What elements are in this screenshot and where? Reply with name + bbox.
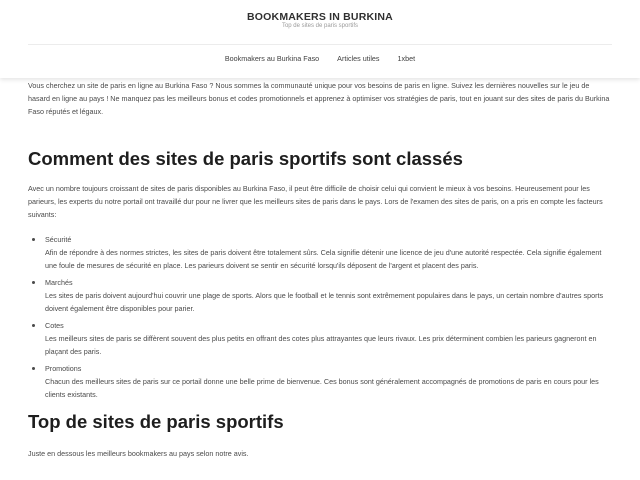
list-item (45, 362, 612, 401)
nav-item-bookmakers[interactable]: Bookmakers au Burkina Faso (224, 54, 320, 63)
factors-list (28, 233, 612, 401)
ranking-paragraph: Avec un nombre toujours croissant de sites de paris disponibles au Burkina Faso, il peut être difficile de choisir celui qui convient le mieux à vos besoins. Heureusement pour les parieurs, les experts du notre portail ont travaillé dur pour ne livrer que les meilleurs sites de paris dans le pays. Lors de l'examen des sites de paris, on a pris en compte les facteurs suivants: (28, 184, 603, 219)
top-sites-paragraph: Juste en dessous les meilleurs bookmakers au pays selon notre avis. (28, 449, 249, 458)
site-tagline: Top de sites de paris sportifs (281, 23, 359, 29)
list-item (45, 233, 612, 272)
intro-paragraph: Vous cherchez un site de paris en ligne au Burkina Faso ? Nous sommes la communauté unique pour vos besoins de paris en ligne. Suivez les dernières nouvelles sur le jeu de hasard en ligne au pays ! Ne manquez pas les meilleurs bonus et codes promotionnels et apprenez à optimiser vos stratégies de paris, tout en jouant sur des sites de paris du Burkina Faso réputés et légaux. (28, 81, 610, 116)
factor-title: Marchés (45, 278, 73, 287)
factor-title: Promotions (45, 364, 82, 373)
site-header (0, 0, 640, 78)
factor-title: Sécurité (45, 235, 72, 244)
factor-title: Cotes (45, 321, 64, 330)
factor-text: Chacun des meilleurs sites de paris sur ce portail donne une belle prime de bienvenue. Ces bonus sont généralement accompagnés de promotions de paris en cours pour les clients existants. (45, 377, 599, 399)
nav-item-articles[interactable]: Articles utiles (337, 54, 380, 63)
nav-item-1xbet[interactable]: 1xbet (397, 54, 416, 63)
list-item (45, 276, 612, 315)
main-content (28, 79, 612, 460)
section-heading-top-sites: Top de sites de paris sportifs (28, 411, 284, 432)
factor-text: Afin de répondre à des normes strictes, les sites de paris doivent être totalement sûrs. Cela signifie détenir une licence de jeu d'une autorité respectée. Cela signifie également une foule de mesures de sécurité en place. Les parieurs doivent se sentir en sécurité lorsqu'ils déposent de l'argent et placent des paris. (45, 248, 602, 270)
header-divider (28, 44, 612, 45)
site-title[interactable]: BOOKMAKERS IN BURKINA (247, 11, 393, 23)
section-heading-ranking: Comment des sites de paris sportifs sont classés (28, 148, 463, 169)
factor-text: Les meilleurs sites de paris se diffèrent souvent des plus petits en offrant des cotes plus attrayantes que leurs rivaux. Les prix déterminent combien les parieurs gagneront en plaçant des paris. (45, 334, 597, 356)
list-item (45, 319, 612, 358)
factor-text: Les sites de paris doivent aujourd'hui couvrir une plage de sports. Alors que le football et le tennis sont extrêmement populaires dans le pays, un certain nombre d'autres sports doivent également être disponibles pour parier. (45, 291, 604, 313)
main-nav (0, 54, 640, 63)
